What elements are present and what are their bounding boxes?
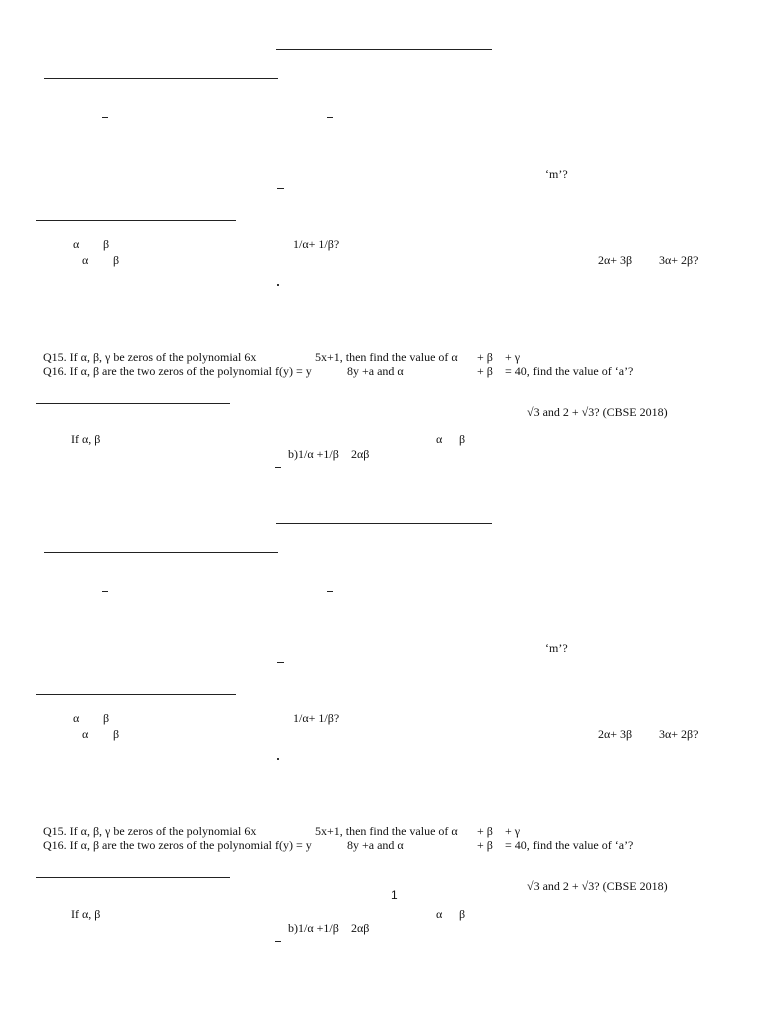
alpha-symbol: α xyxy=(73,237,80,251)
q16-tail: = 40, find the value of ‘a’? xyxy=(505,364,634,378)
stray-mark xyxy=(277,284,279,286)
question-m: ‘m’? xyxy=(545,167,568,181)
title-rule xyxy=(276,523,492,524)
blank-mark xyxy=(327,591,333,592)
q15-rest: 5x+1, then find the value of α xyxy=(315,824,458,838)
q15-text: Q15. If α, β, γ be zeros of the polynomial 6x xyxy=(43,824,257,838)
beta-symbol: β xyxy=(113,727,120,741)
two-alpha-beta: 2αβ xyxy=(351,447,370,461)
section-3-rule xyxy=(36,877,230,878)
page-number: 1 xyxy=(391,888,398,902)
section-1-rule xyxy=(44,552,278,553)
q16-tail: = 40, find the value of ‘a’? xyxy=(505,838,634,852)
blank-mark xyxy=(275,941,281,942)
part-b: b)1/α +1/β xyxy=(288,921,339,935)
question-m: ‘m’? xyxy=(545,641,568,655)
two-alpha-beta: 2αβ xyxy=(351,921,370,935)
stray-mark xyxy=(277,758,279,760)
q15-term-beta: + β xyxy=(477,350,493,364)
section-1-rule xyxy=(44,78,278,79)
q16-text: Q16. If α, β are the two zeros of the polynomial f(y) = y xyxy=(43,838,312,852)
q15-rest: 5x+1, then find the value of α xyxy=(315,350,458,364)
beta-symbol: β xyxy=(103,237,110,251)
q15-term-beta: + β xyxy=(477,824,493,838)
reciprocal-expression: 1/α+ 1/β? xyxy=(293,711,340,725)
title-rule xyxy=(276,49,492,50)
if-alpha-beta: If α, β xyxy=(71,907,101,921)
q16-rest: 8y +a and α xyxy=(347,364,404,378)
q16-rest: 8y +a and α xyxy=(347,838,404,852)
beta-symbol: β xyxy=(459,907,466,921)
part-b: b)1/α +1/β xyxy=(288,447,339,461)
cbse-question: √3 and 2 + √3? (CBSE 2018) xyxy=(527,879,668,893)
alpha-symbol: α xyxy=(436,907,443,921)
blank-mark xyxy=(275,467,281,468)
beta-symbol: β xyxy=(459,432,466,446)
blank-mark xyxy=(102,117,108,118)
blank-mark xyxy=(277,662,284,663)
alpha-symbol: α xyxy=(436,432,443,446)
beta-symbol: β xyxy=(103,711,110,725)
expression-3a2b: 3α+ 2β? xyxy=(659,253,699,267)
blank-mark xyxy=(102,591,108,592)
if-alpha-beta: If α, β xyxy=(71,432,101,446)
blank-mark xyxy=(327,117,333,118)
section-2-rule xyxy=(36,220,236,221)
alpha-symbol: α xyxy=(82,727,89,741)
q16-term-beta: + β xyxy=(477,364,493,378)
reciprocal-expression: 1/α+ 1/β? xyxy=(293,237,340,251)
alpha-symbol: α xyxy=(73,711,80,725)
beta-symbol: β xyxy=(113,253,120,267)
q16-text: Q16. If α, β are the two zeros of the polynomial f(y) = y xyxy=(43,364,312,378)
expression-2a3b: 2α+ 3β xyxy=(598,727,633,741)
q15-term-gamma: + γ xyxy=(505,824,521,838)
q16-term-beta: + β xyxy=(477,838,493,852)
section-2-rule xyxy=(36,694,236,695)
alpha-symbol: α xyxy=(82,253,89,267)
q15-term-gamma: + γ xyxy=(505,350,521,364)
expression-2a3b: 2α+ 3β xyxy=(598,253,633,267)
blank-mark xyxy=(277,188,284,189)
expression-3a2b: 3α+ 2β? xyxy=(659,727,699,741)
cbse-question: √3 and 2 + √3? (CBSE 2018) xyxy=(527,405,668,419)
q15-text: Q15. If α, β, γ be zeros of the polynomial 6x xyxy=(43,350,257,364)
section-3-rule xyxy=(36,403,230,404)
